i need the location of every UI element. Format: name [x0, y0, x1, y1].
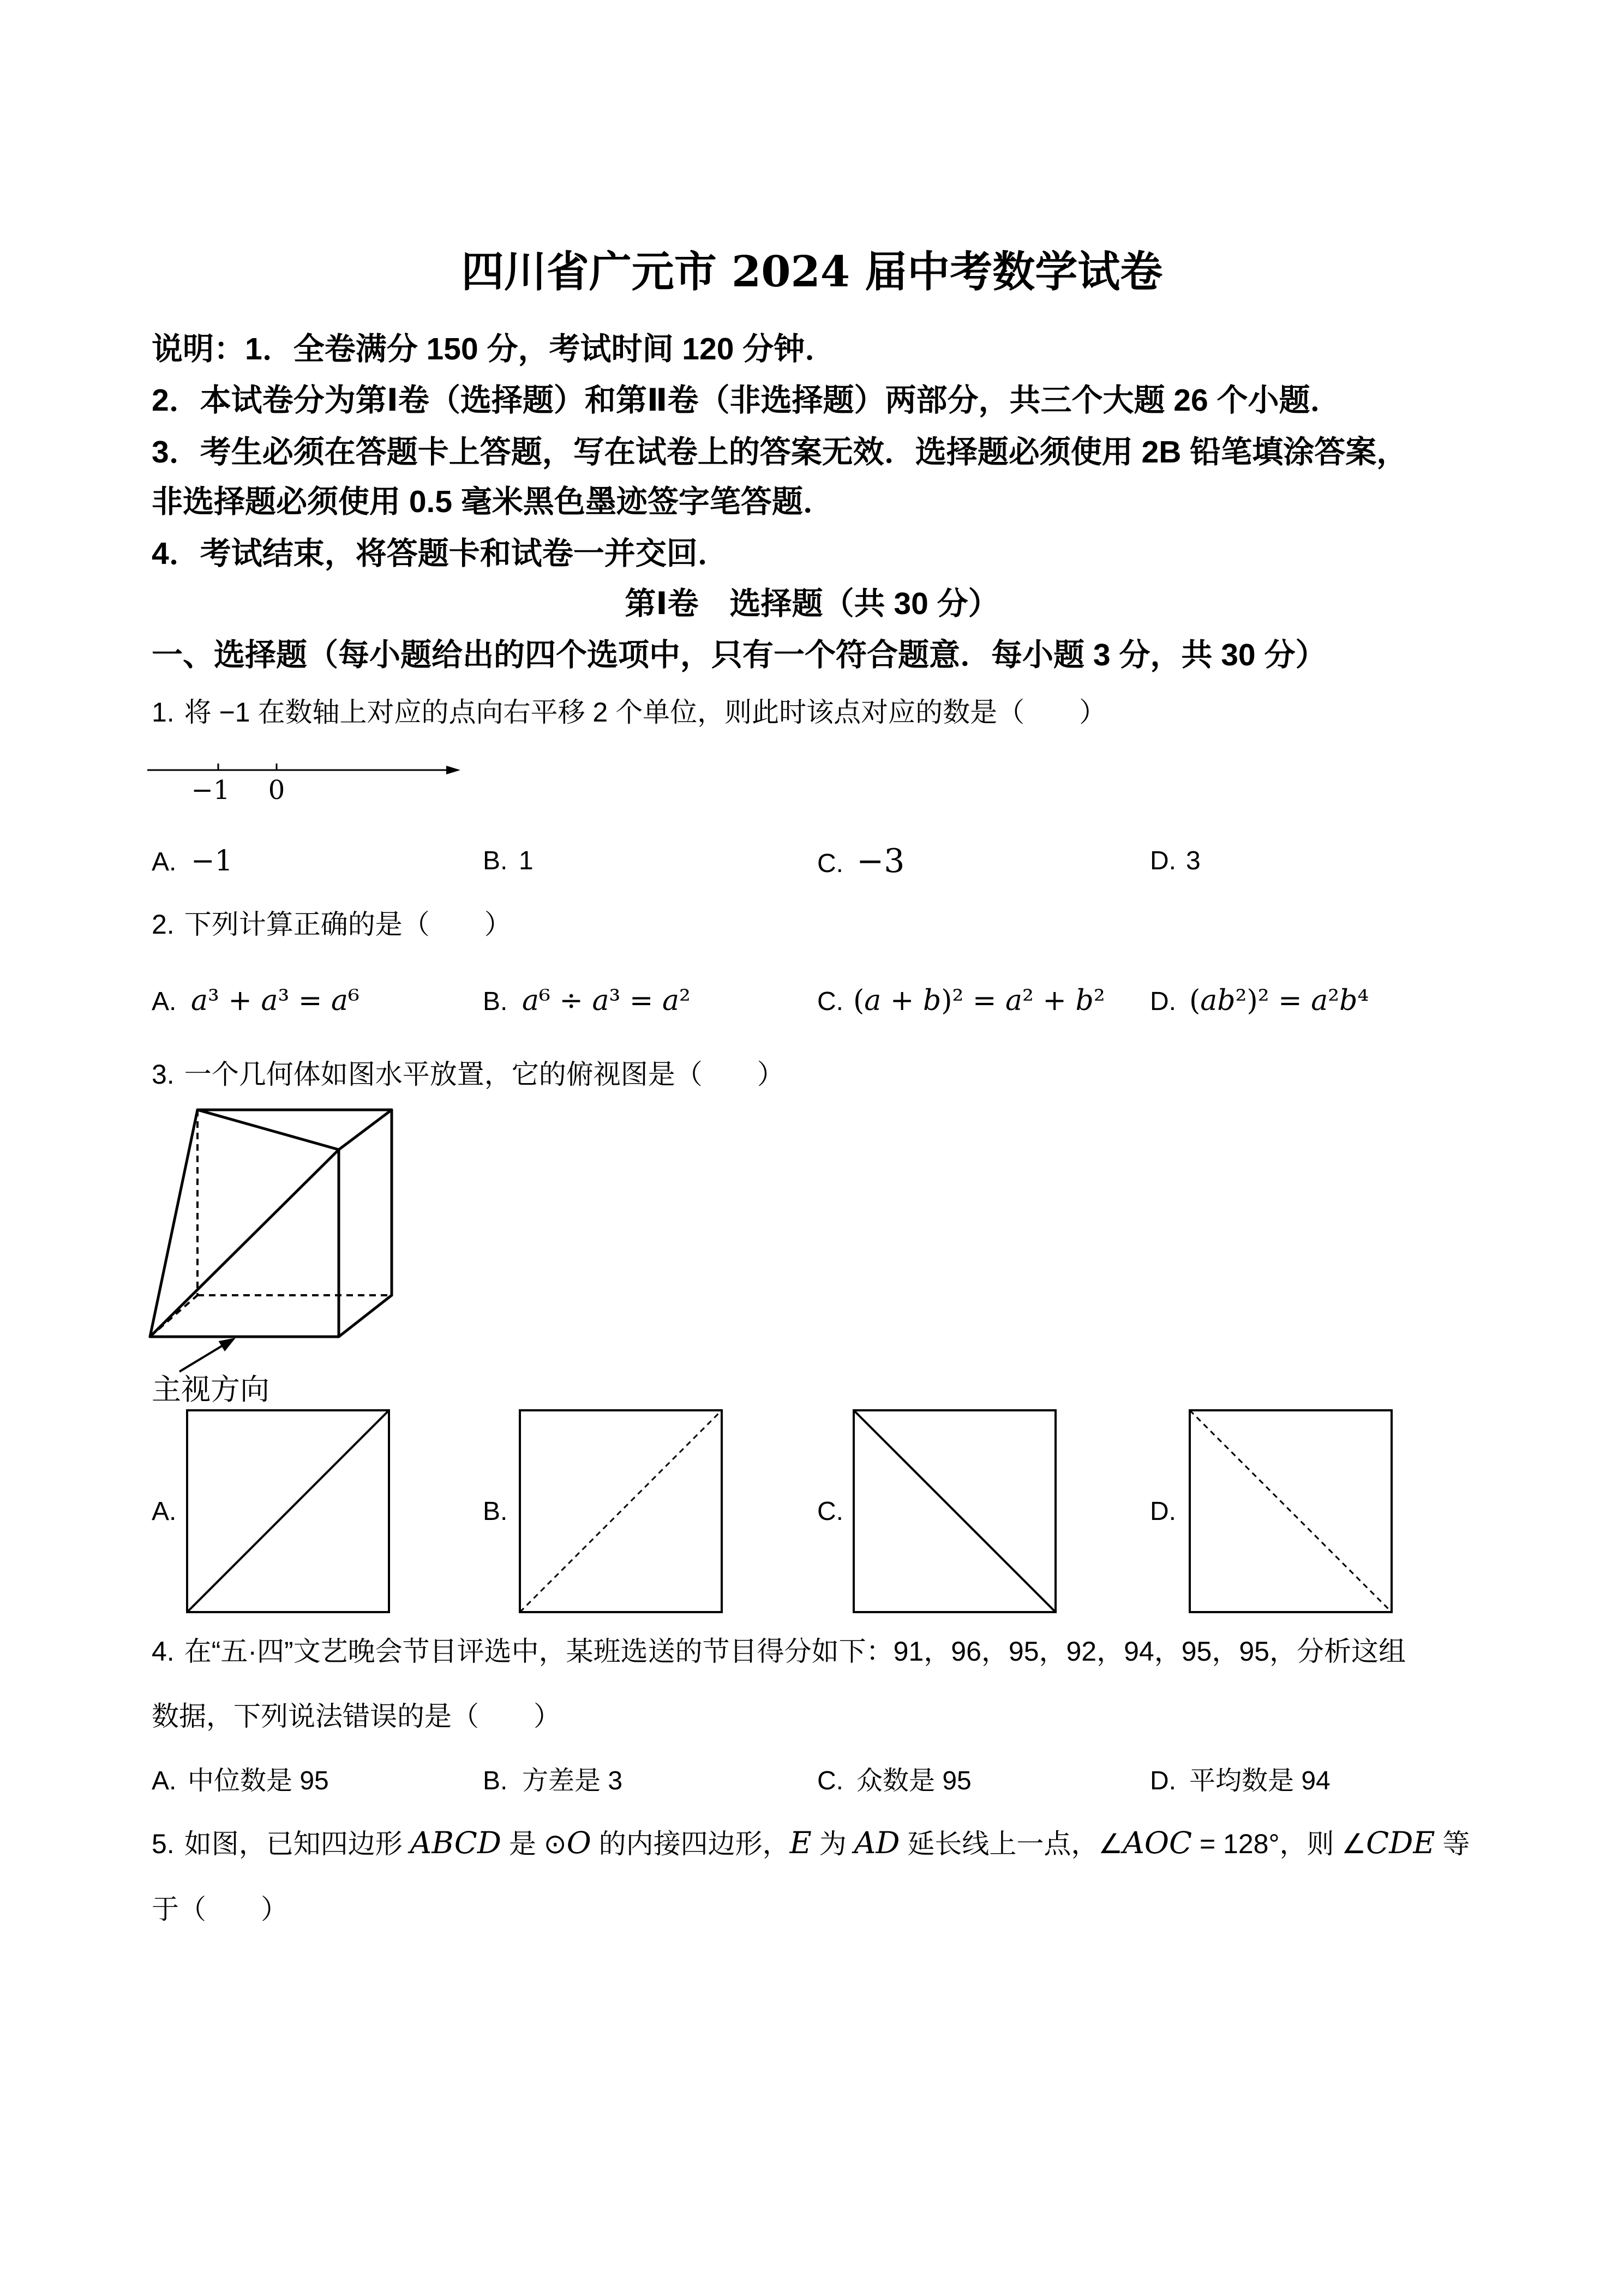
- math-variable: CDE: [1366, 1825, 1435, 1860]
- math-variable: ab: [1200, 984, 1236, 1017]
- math-variable: a: [522, 984, 540, 1017]
- solid-edge: [339, 1110, 392, 1150]
- option-formula: (ab²)² = a²b⁴: [1189, 984, 1369, 1017]
- solid-edge: [150, 1110, 197, 1337]
- math-variable: a: [1005, 984, 1023, 1017]
- math-variable: b: [922, 984, 942, 1017]
- number-line-tick-label: −1: [191, 775, 230, 806]
- math-variable: AD: [854, 1825, 900, 1860]
- option-label: B.: [483, 846, 508, 875]
- solid-diagonal: [187, 1410, 389, 1612]
- question-stem: 将 −1 在数轴上对应的点向右平移 2 个单位，则此时该点对应的数是（ ）: [184, 697, 1107, 728]
- math-variable: a: [191, 984, 208, 1017]
- instruction-line-2: 2．本试卷分为第Ⅰ卷（选择题）和第Ⅱ卷（非选择题）两部分，共三个大题 26 个小题．: [152, 383, 1341, 418]
- option-formula: a³ + a³ = a⁶: [191, 984, 359, 1017]
- math-variable: b: [1339, 984, 1358, 1017]
- math-variable: a: [864, 984, 882, 1017]
- question-4-option-b: [483, 1759, 622, 1803]
- math-variable: a: [592, 984, 609, 1017]
- question-number: 3.: [152, 1059, 175, 1090]
- solid-diagonal: [854, 1410, 1056, 1612]
- option-label: C.: [817, 987, 843, 1016]
- option-label: A.: [152, 848, 177, 876]
- solid-edge: [150, 1150, 339, 1337]
- question-5-text: [152, 1821, 1470, 1865]
- option-label: B.: [483, 1766, 508, 1795]
- question-3-option-c-label: C.: [817, 1497, 843, 1526]
- question-number: 2.: [152, 909, 175, 940]
- dashed-diagonal: [1190, 1410, 1392, 1612]
- question-number: 1.: [152, 697, 175, 728]
- option-value: 中位数是 95: [188, 1766, 329, 1795]
- question-4-option-c: [817, 1759, 972, 1803]
- question-3-text: [152, 1053, 784, 1096]
- section-heading: 一、选择题（每小题给出的四个选项中，只有一个符合题意．每小题 3 分，共 30 分）: [152, 638, 1327, 672]
- question-1-option-d: [1150, 839, 1201, 883]
- option-label: C.: [817, 849, 843, 878]
- question-3-option-d-figure: [1189, 1409, 1393, 1613]
- question-2-option-a: [152, 979, 359, 1023]
- question-5-text-continued: 于（ ）: [152, 1894, 288, 1925]
- exam-title: 四川省广元市 2024 届中考数学试卷: [461, 247, 1163, 297]
- part-heading: 第Ⅰ卷 选择题（共 30 分）: [625, 586, 999, 621]
- instruction-line-5: 4．考试结束，将答题卡和试卷一并交回．: [152, 536, 729, 571]
- option-value: 方差是 3: [522, 1766, 623, 1795]
- option-value: −3: [856, 842, 905, 880]
- math-variable: ABCD: [410, 1825, 501, 1860]
- solid-figure: [136, 1096, 409, 1380]
- question-3-option-b-figure: [519, 1409, 723, 1613]
- question-3-option-d-label: D.: [1150, 1497, 1176, 1526]
- math-variable: a: [331, 984, 349, 1017]
- question-4-option-a: [152, 1759, 329, 1803]
- math-variable: b: [1075, 984, 1094, 1017]
- question-4-text-continued: 数据，下列说法错误的是（ ）: [152, 1701, 561, 1732]
- question-1-text: [152, 690, 1106, 734]
- option-value: 平均数是 94: [1189, 1766, 1331, 1795]
- option-formula: a⁶ ÷ a³ = a²: [522, 984, 691, 1017]
- option-label: A.: [152, 1766, 177, 1795]
- instruction-line-3: 3．考生必须在答题卡上答题，写在试卷上的答案无效．选择题必须使用 2B 铅笔填涂答案，: [152, 435, 1408, 470]
- option-formula: (a + b)² = a² + b²: [853, 984, 1105, 1017]
- question-1-option-a: [152, 839, 233, 883]
- figure-caption: 主视方向: [152, 1373, 269, 1406]
- question-number: 5.: [152, 1829, 175, 1859]
- math-variable: O: [566, 1825, 591, 1860]
- question-1-option-b: [483, 839, 534, 883]
- instruction-line-1: 说明：1．全卷满分 150 分，考试时间 120 分钟．: [152, 332, 836, 366]
- option-value: −1: [191, 845, 233, 877]
- question-stem: 在“五·四”文艺晚会节目评选中，某班选送的节目得分如下：91，96，95，92，94，95，95，分析这组: [184, 1636, 1406, 1667]
- question-4-text: [152, 1630, 1406, 1673]
- question-1-option-c: [817, 839, 904, 883]
- question-2-option-c: [817, 979, 1105, 1023]
- question-stem: 如图，已知四边形 ABCD 是 ⊙O 的内接四边形，E 为 AD 延长线上一点，∠AOC = 128°，则 ∠CDE 等: [184, 1825, 1470, 1860]
- question-3-option-b-label: B.: [483, 1497, 508, 1526]
- dashed-diagonal: [520, 1410, 722, 1612]
- question-3-option-c-figure: [853, 1409, 1057, 1613]
- question-2-option-b: [483, 979, 691, 1023]
- number-line-arrow-icon: [446, 766, 460, 774]
- solid-edge: [339, 1295, 392, 1337]
- question-3-option-a-figure: [186, 1409, 390, 1613]
- question-2-option-d: [1150, 979, 1369, 1023]
- option-value: 3: [1186, 846, 1201, 875]
- option-label: B.: [483, 987, 508, 1016]
- question-stem: 一个几何体如图水平放置，它的俯视图是（ ）: [184, 1059, 784, 1090]
- math-variable: AOC: [1123, 1825, 1192, 1860]
- math-variable: a: [662, 984, 680, 1017]
- math-variable: a: [261, 984, 278, 1017]
- instruction-line-4: 非选择题必须使用 0.5 毫米黑色墨迹签字笔答题．: [152, 484, 834, 519]
- option-label: D.: [1150, 1766, 1176, 1795]
- question-stem: 下列计算正确的是（ ）: [184, 909, 512, 940]
- number-line: [136, 753, 475, 785]
- question-3-option-a-label: A.: [152, 1497, 177, 1526]
- option-label: A.: [152, 987, 177, 1016]
- math-variable: a: [1311, 984, 1328, 1017]
- question-number: 4.: [152, 1636, 175, 1667]
- option-label: D.: [1150, 846, 1176, 875]
- question-2-text: [152, 903, 512, 946]
- option-value: 1: [519, 846, 534, 875]
- number-line-tick-label: 0: [268, 775, 285, 806]
- arrow-head-icon: [219, 1338, 236, 1351]
- option-value: 众数是 95: [856, 1766, 972, 1795]
- option-label: C.: [817, 1766, 843, 1795]
- option-label: D.: [1150, 987, 1176, 1016]
- question-4-option-d: [1150, 1759, 1331, 1803]
- math-variable: E: [789, 1825, 812, 1860]
- solid-edge: [197, 1110, 339, 1150]
